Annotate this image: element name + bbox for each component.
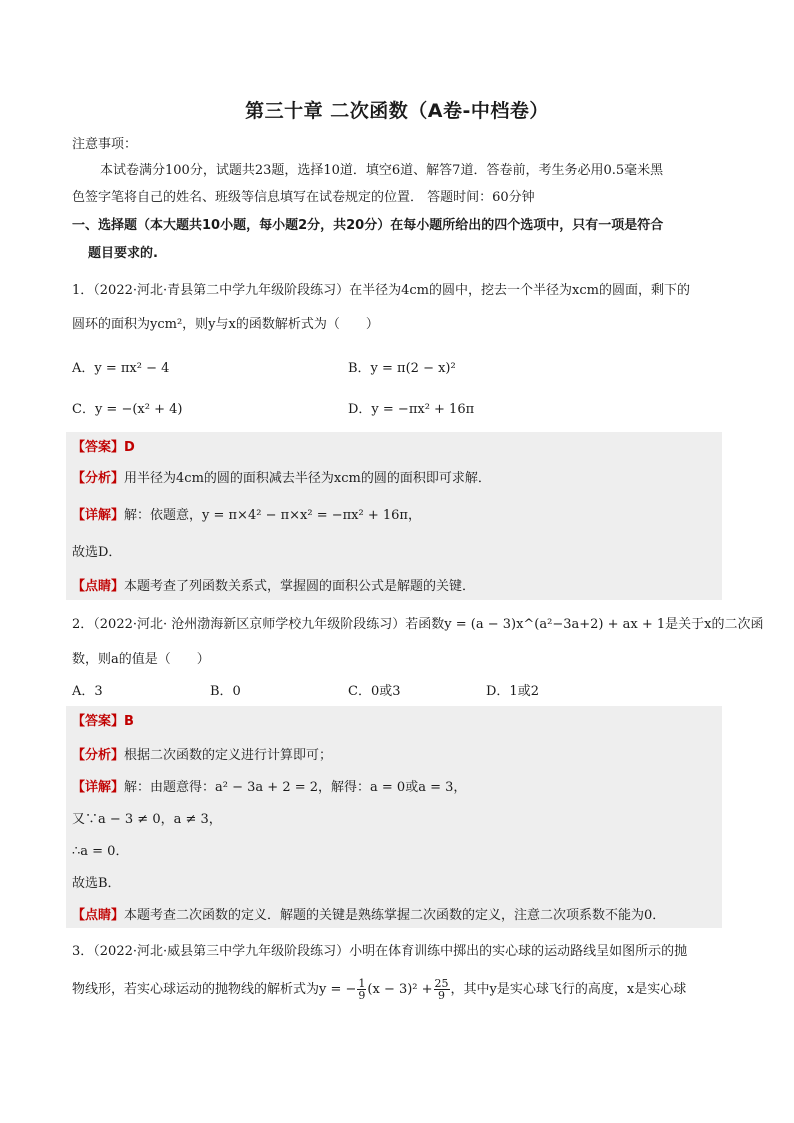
q1-stem-line-1: 1．（2022·河北·青县第二中学九年级阶段练习）在半径为4cm的圆中，挖去一个半径为xcm的圆面，剩下的: [72, 283, 690, 298]
q3-stem-line-2: 物线形，若实心球运动的抛物线的解析式为y = − $\frac{1}{9}$ (x − 3)² + $\frac{25}{9}$ ，其中y是实心球飞行的高度，x是实心球: [72, 977, 687, 1002]
q2-detail: 【详解】解：由题意得：a² − 3a + 2 = 2，解得：a = 0或a = 3，: [72, 780, 467, 795]
q1-comment: 【点睛】本题考查了列函数关系式，掌握圆的面积公式是解题的关键．: [72, 579, 476, 594]
q1-option-c: C．y = −(x² + 4): [72, 402, 183, 417]
q1-option-a: A．y = πx² − 4: [72, 361, 170, 376]
q2-option-c: C．0或3: [348, 684, 401, 699]
notice-line-1: 本试卷满分100分，试题共23题，选择10道．填空6道、解答7道．答卷前，考生务必用0.5毫米黑: [100, 163, 664, 178]
q2-stem-line-2: 数，则a的值是（ ）: [72, 652, 210, 667]
q2-answer: [72, 712, 134, 732]
q2-stem-line-1: 2．（2022·河北· 沧州渤海新区京师学校九年级阶段练习）若函数y = (a − 3)x^(a²−3a+2) + ax + 1是关于x的二次函: [72, 617, 764, 632]
q3-stem-line-1: 3．（2022·河北·威县第三中学九年级阶段练习）小明在体育训练中掷出的实心球的运动路线呈如图所示的抛: [72, 944, 688, 959]
q2-comment: 【点睛】本题考查二次函数的定义．解题的关键是熟练掌握二次函数的定义，注意二次项系数不能为0．: [72, 908, 666, 923]
q2-option-d: D．1或2: [486, 684, 539, 699]
q1-stem-line-2: 圆环的面积为ycm²，则y与x的函数解析式为（ ）: [72, 317, 379, 332]
q1-answer-text: 【答案】D: [72, 440, 135, 455]
q2-option-b: B．0: [210, 684, 241, 699]
q2-because: 又∵a − 3 ≠ 0，a ≠ 3，: [72, 812, 222, 827]
notice-line-2: 色签字笔将自己的姓名、班级等信息填写在试卷规定的位置． 答题时间：60分钟: [72, 190, 535, 205]
q1-detail: 【详解】解：依题意，y = π×4² − π×x² = −πx² + 16π，: [72, 508, 421, 523]
q1-option-b: B．y = π(2 − x)²: [348, 361, 456, 376]
section-heading-line-1: 一、选择题（本大题共10小题，每小题2分，共20分）在每小题所给出的四个选项中，只有一项是符合: [72, 218, 664, 233]
notice-heading: 注意事项：: [72, 137, 138, 152]
q2-choose: 故选B．: [72, 876, 121, 891]
q1-option-d: D．y = −πx² + 16π: [348, 402, 475, 417]
q1-answer: [72, 438, 135, 458]
q2-analysis: 【分析】根据二次函数的定义进行计算即可；: [72, 748, 333, 763]
q3-fraction-2: $\frac{25}{9}$: [434, 977, 449, 1002]
q3-fraction-1: $\frac{1}{9}$: [358, 977, 366, 1002]
section-heading-line-2: 题目要求的.: [88, 246, 158, 261]
q2-option-a: A．3: [72, 684, 103, 699]
page-title: 第三十章 二次函数（A卷-中档卷）: [245, 100, 549, 122]
q1-choose: 故选D．: [72, 545, 122, 560]
q2-answer-text: 【答案】B: [72, 714, 134, 729]
q2-therefore: ∴a = 0．: [72, 844, 129, 859]
q1-analysis: 【分析】用半径为4cm的圆的面积减去半径为xcm的圆的面积即可求解．: [72, 471, 491, 486]
